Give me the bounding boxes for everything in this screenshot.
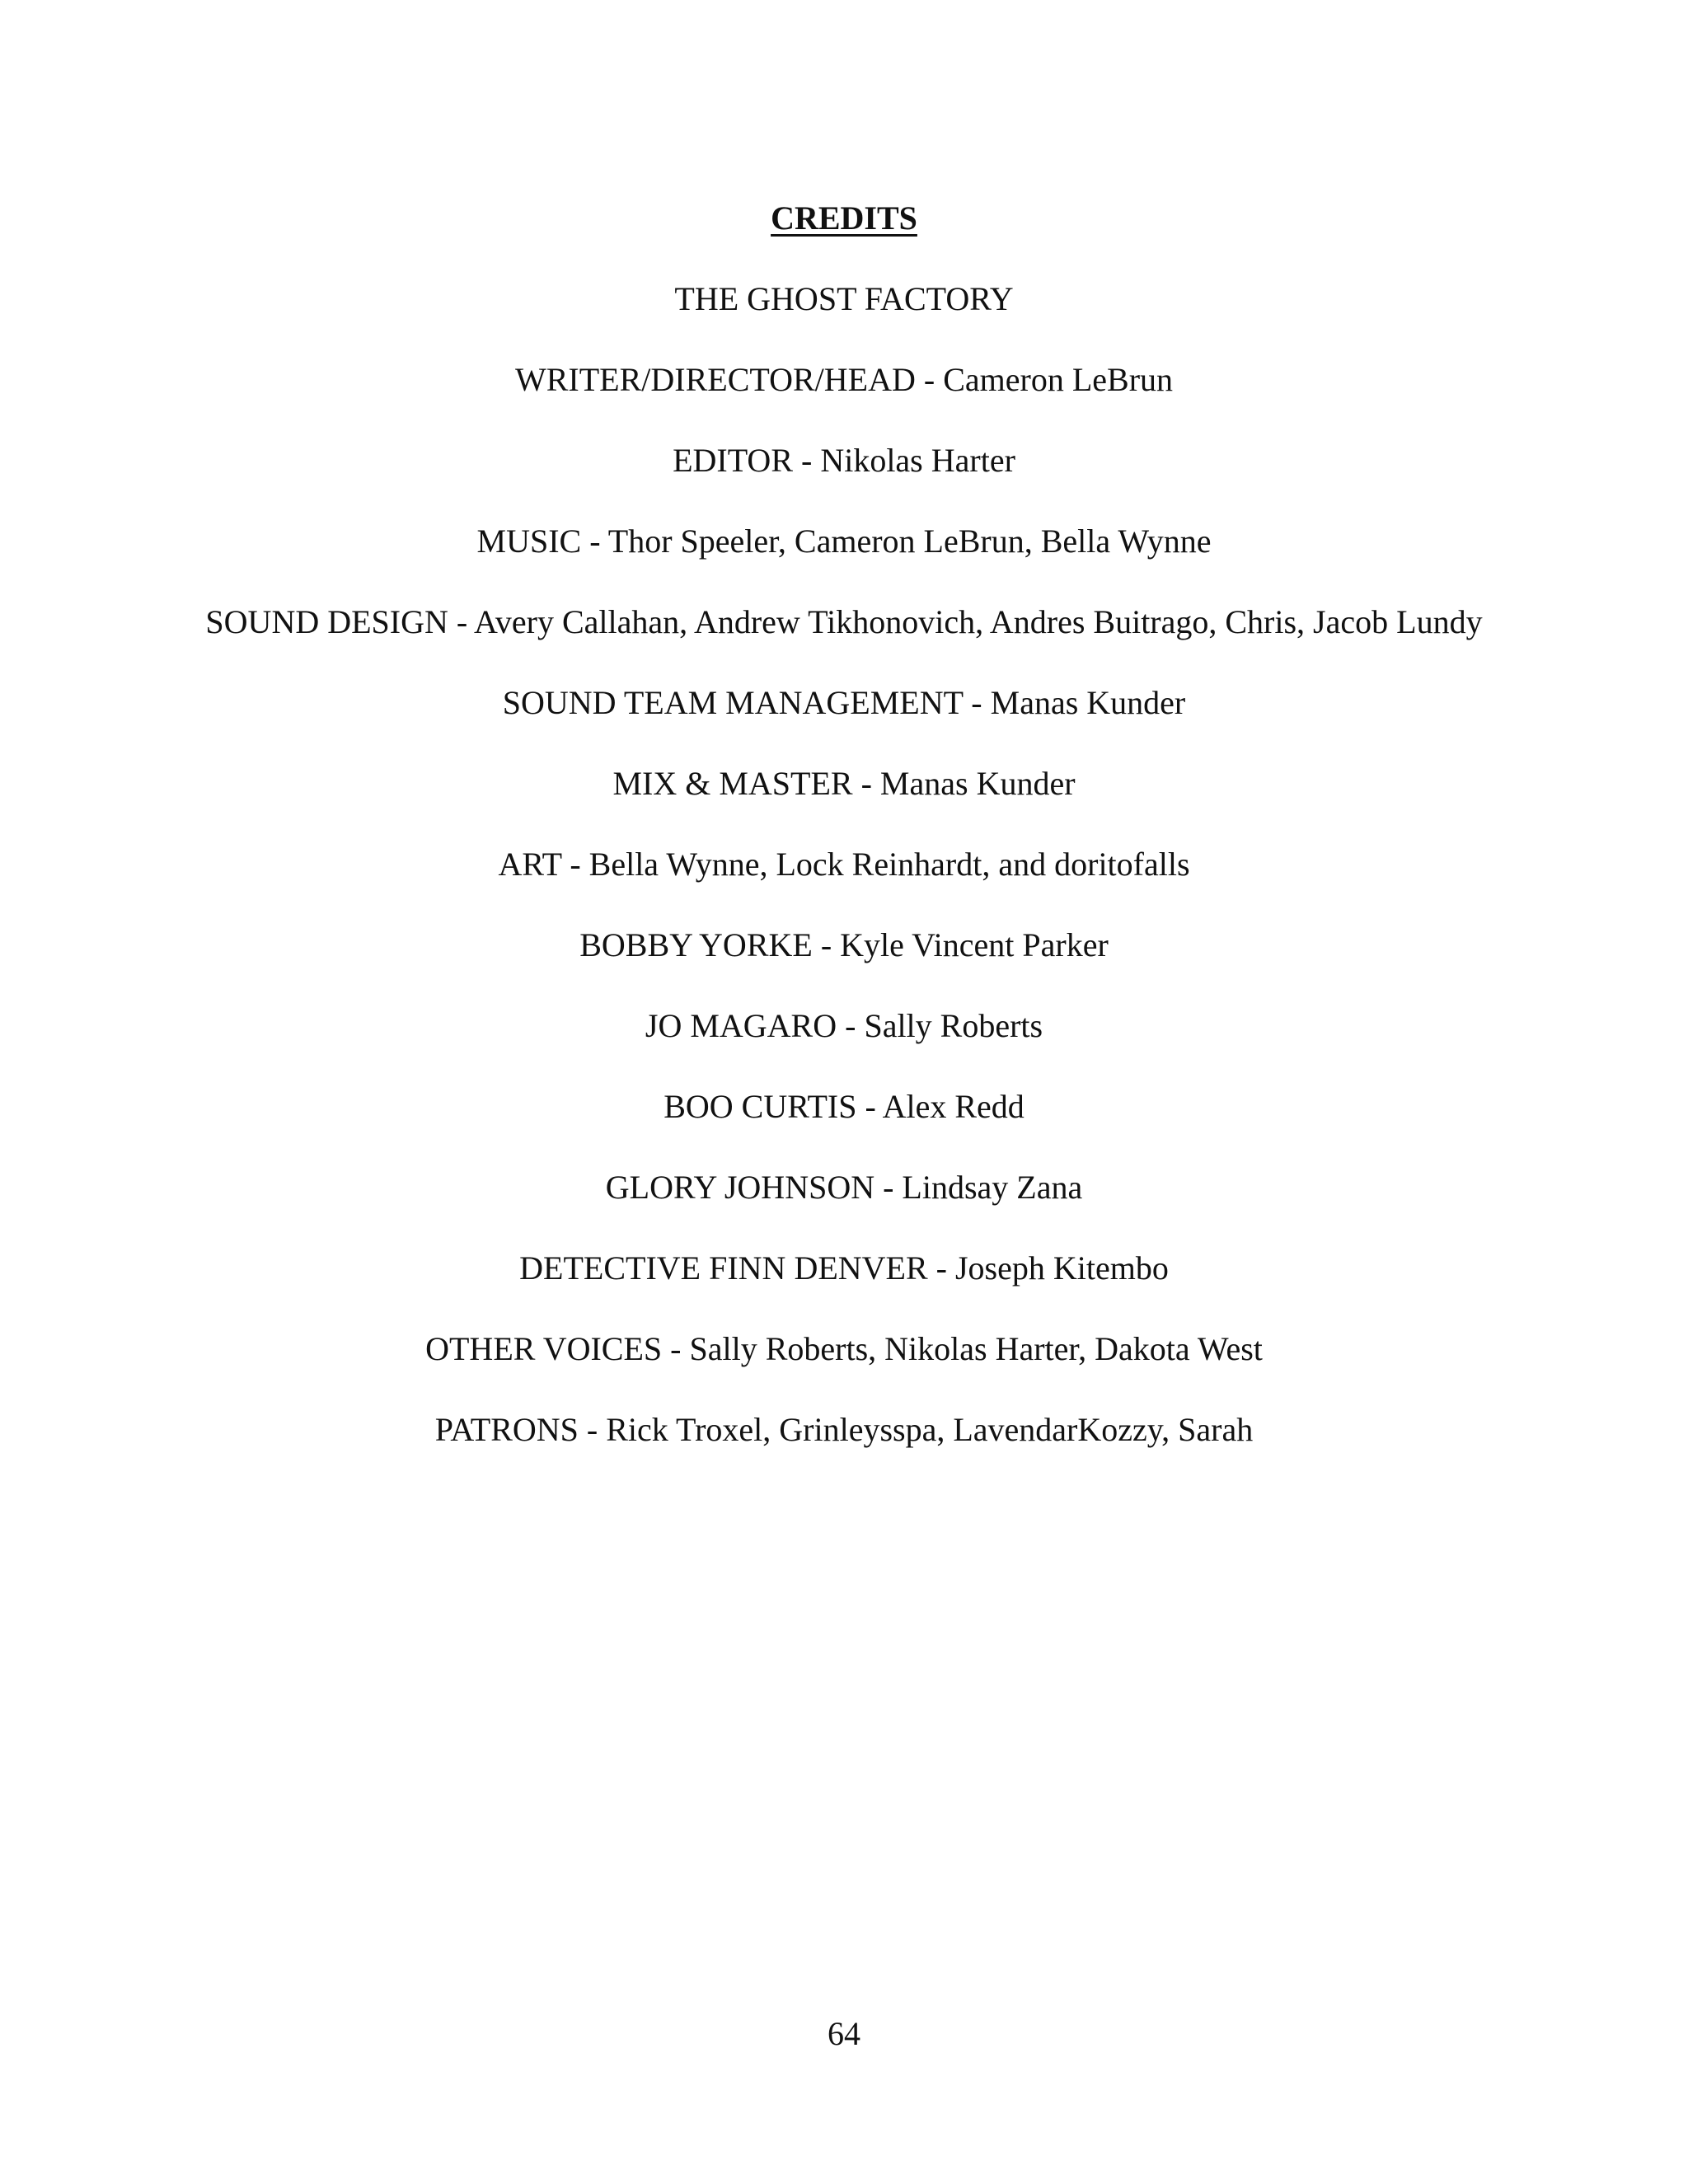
credit-line-glory-johnson: GLORY JOHNSON - Lindsay Zana	[605, 1169, 1083, 1206]
credit-line-mix-master: MIX & MASTER - Manas Kunder	[612, 765, 1076, 802]
credit-line-sound-team-management: SOUND TEAM MANAGEMENT - Manas Kunder	[502, 684, 1186, 721]
production-title: THE GHOST FACTORY	[674, 280, 1014, 317]
credit-line-bobby-yorke: BOBBY YORKE - Kyle Vincent Parker	[579, 926, 1109, 963]
credit-line-sound-design: SOUND DESIGN - Avery Callahan, Andrew Tikhonovich, Andres Buitrago, Chris, Jacob Lundy	[205, 603, 1483, 640]
page-number: 64	[828, 2015, 860, 2052]
credits-heading: CREDITS	[771, 199, 917, 237]
credit-line-art: ART - Bella Wynne, Lock Reinhardt, and doritofalls	[498, 846, 1190, 883]
credit-line-music: MUSIC - Thor Speeler, Cameron LeBrun, Bella Wynne	[476, 523, 1212, 560]
credit-line-boo-curtis: BOO CURTIS - Alex Redd	[663, 1088, 1025, 1125]
credit-line-writer-director: WRITER/DIRECTOR/HEAD - Cameron LeBrun	[514, 361, 1174, 398]
credit-line-editor: EDITOR - Nikolas Harter	[673, 442, 1015, 479]
credit-line-detective-finn-denver: DETECTIVE FINN DENVER - Joseph Kitembo	[519, 1249, 1169, 1286]
credit-line-other-voices: OTHER VOICES - Sally Roberts, Nikolas Harter, Dakota West	[425, 1330, 1263, 1367]
credit-line-patrons: PATRONS - Rick Troxel, Grinleysspa, LavendarKozzy, Sarah	[434, 1411, 1254, 1448]
credit-line-jo-magaro: JO MAGARO - Sally Roberts	[645, 1007, 1043, 1044]
